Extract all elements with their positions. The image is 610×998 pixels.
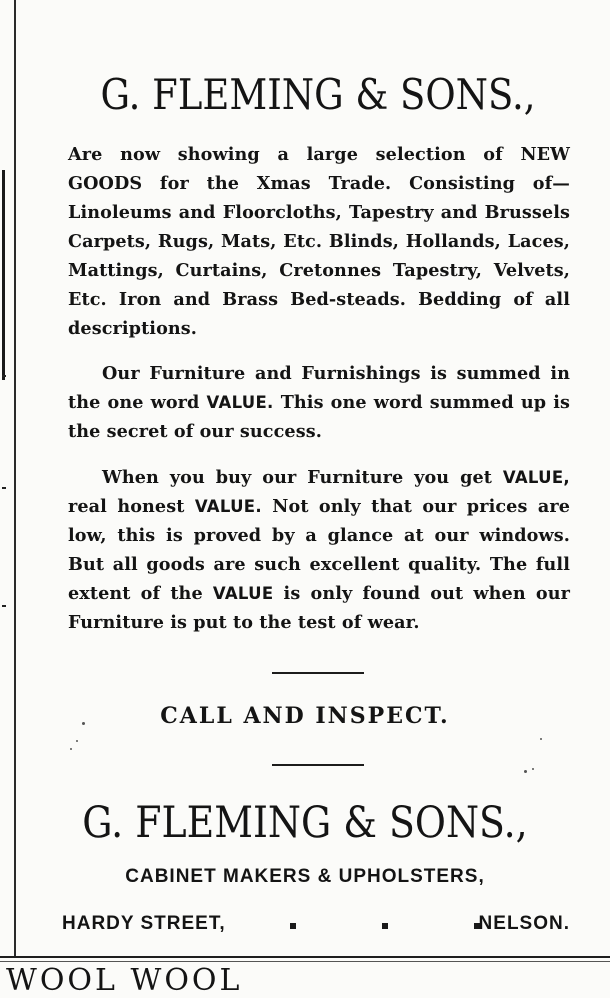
print-speck [524,770,527,773]
text-run: When you buy our Furniture you get [102,467,503,488]
print-speck [82,722,85,725]
divider-rule [272,672,364,674]
margin-mark [2,170,5,380]
print-speck [532,768,534,770]
column-rule-left [14,0,16,956]
text-run: is only found out when our Furniture is put to the test of wear. [68,583,570,633]
text-run: Are now showing a large selection of NEW GOODS for the Xmas Trade. Consisting of— Linoleums and Floorcloths, Tapestry and Brussels Carpets, Rugs, Mats, Etc. Blinds, Hollands, Laces, Mattings, Curtains, Cretonnes Tapestry, Velvets, Etc. Iron and Brass Bed-steads. Bedding of all descriptions. [68,144,570,339]
margin-tick [2,487,6,489]
print-speck [70,748,72,750]
next-advert-fragment: WOOL WOOL [6,963,243,998]
town-name: NELSON. [478,913,570,934]
trade-description: CABINET MAKERS & UPHOLSTERS, [125,866,485,887]
value-emphasis: VALUE. [194,497,262,516]
column-rule-bottom [0,956,610,958]
value-emphasis: VALUE. [206,393,274,412]
advert-headline-top: G. FLEMING & SONS., [100,70,536,119]
print-speck [76,740,78,742]
text-run: Our Furniture and Furnishings is summed in the one word [68,363,570,413]
address-line [62,913,570,943]
text-run: This one word summed up is the secret of our success. [68,392,570,442]
text-run: real honest [68,496,195,517]
call-to-action: CALL AND INSPECT. [160,703,450,729]
advert-paragraph-quality [68,463,570,637]
advert-paragraph-goods [68,140,570,343]
margin-tick [2,605,6,607]
value-emphasis: VALUE, [502,468,570,487]
text-run: Not only that our prices are low, this is proved by a glance at our windows. But all goods are such excellent quality. The full extent of the [68,496,571,604]
advert-paragraph-value [68,359,570,446]
street-name: HARDY STREET, [62,913,226,934]
divider-rule [272,764,364,766]
value-emphasis: VALUE [212,584,274,603]
print-speck [540,738,542,740]
advert-headline-bottom: G. FLEMING & SONS., [82,798,528,848]
leader-dot [290,923,296,929]
leader-dot [382,923,388,929]
margin-tick [2,375,6,377]
leader-dots [290,913,480,929]
column-rule-bottom-thin [0,961,610,962]
